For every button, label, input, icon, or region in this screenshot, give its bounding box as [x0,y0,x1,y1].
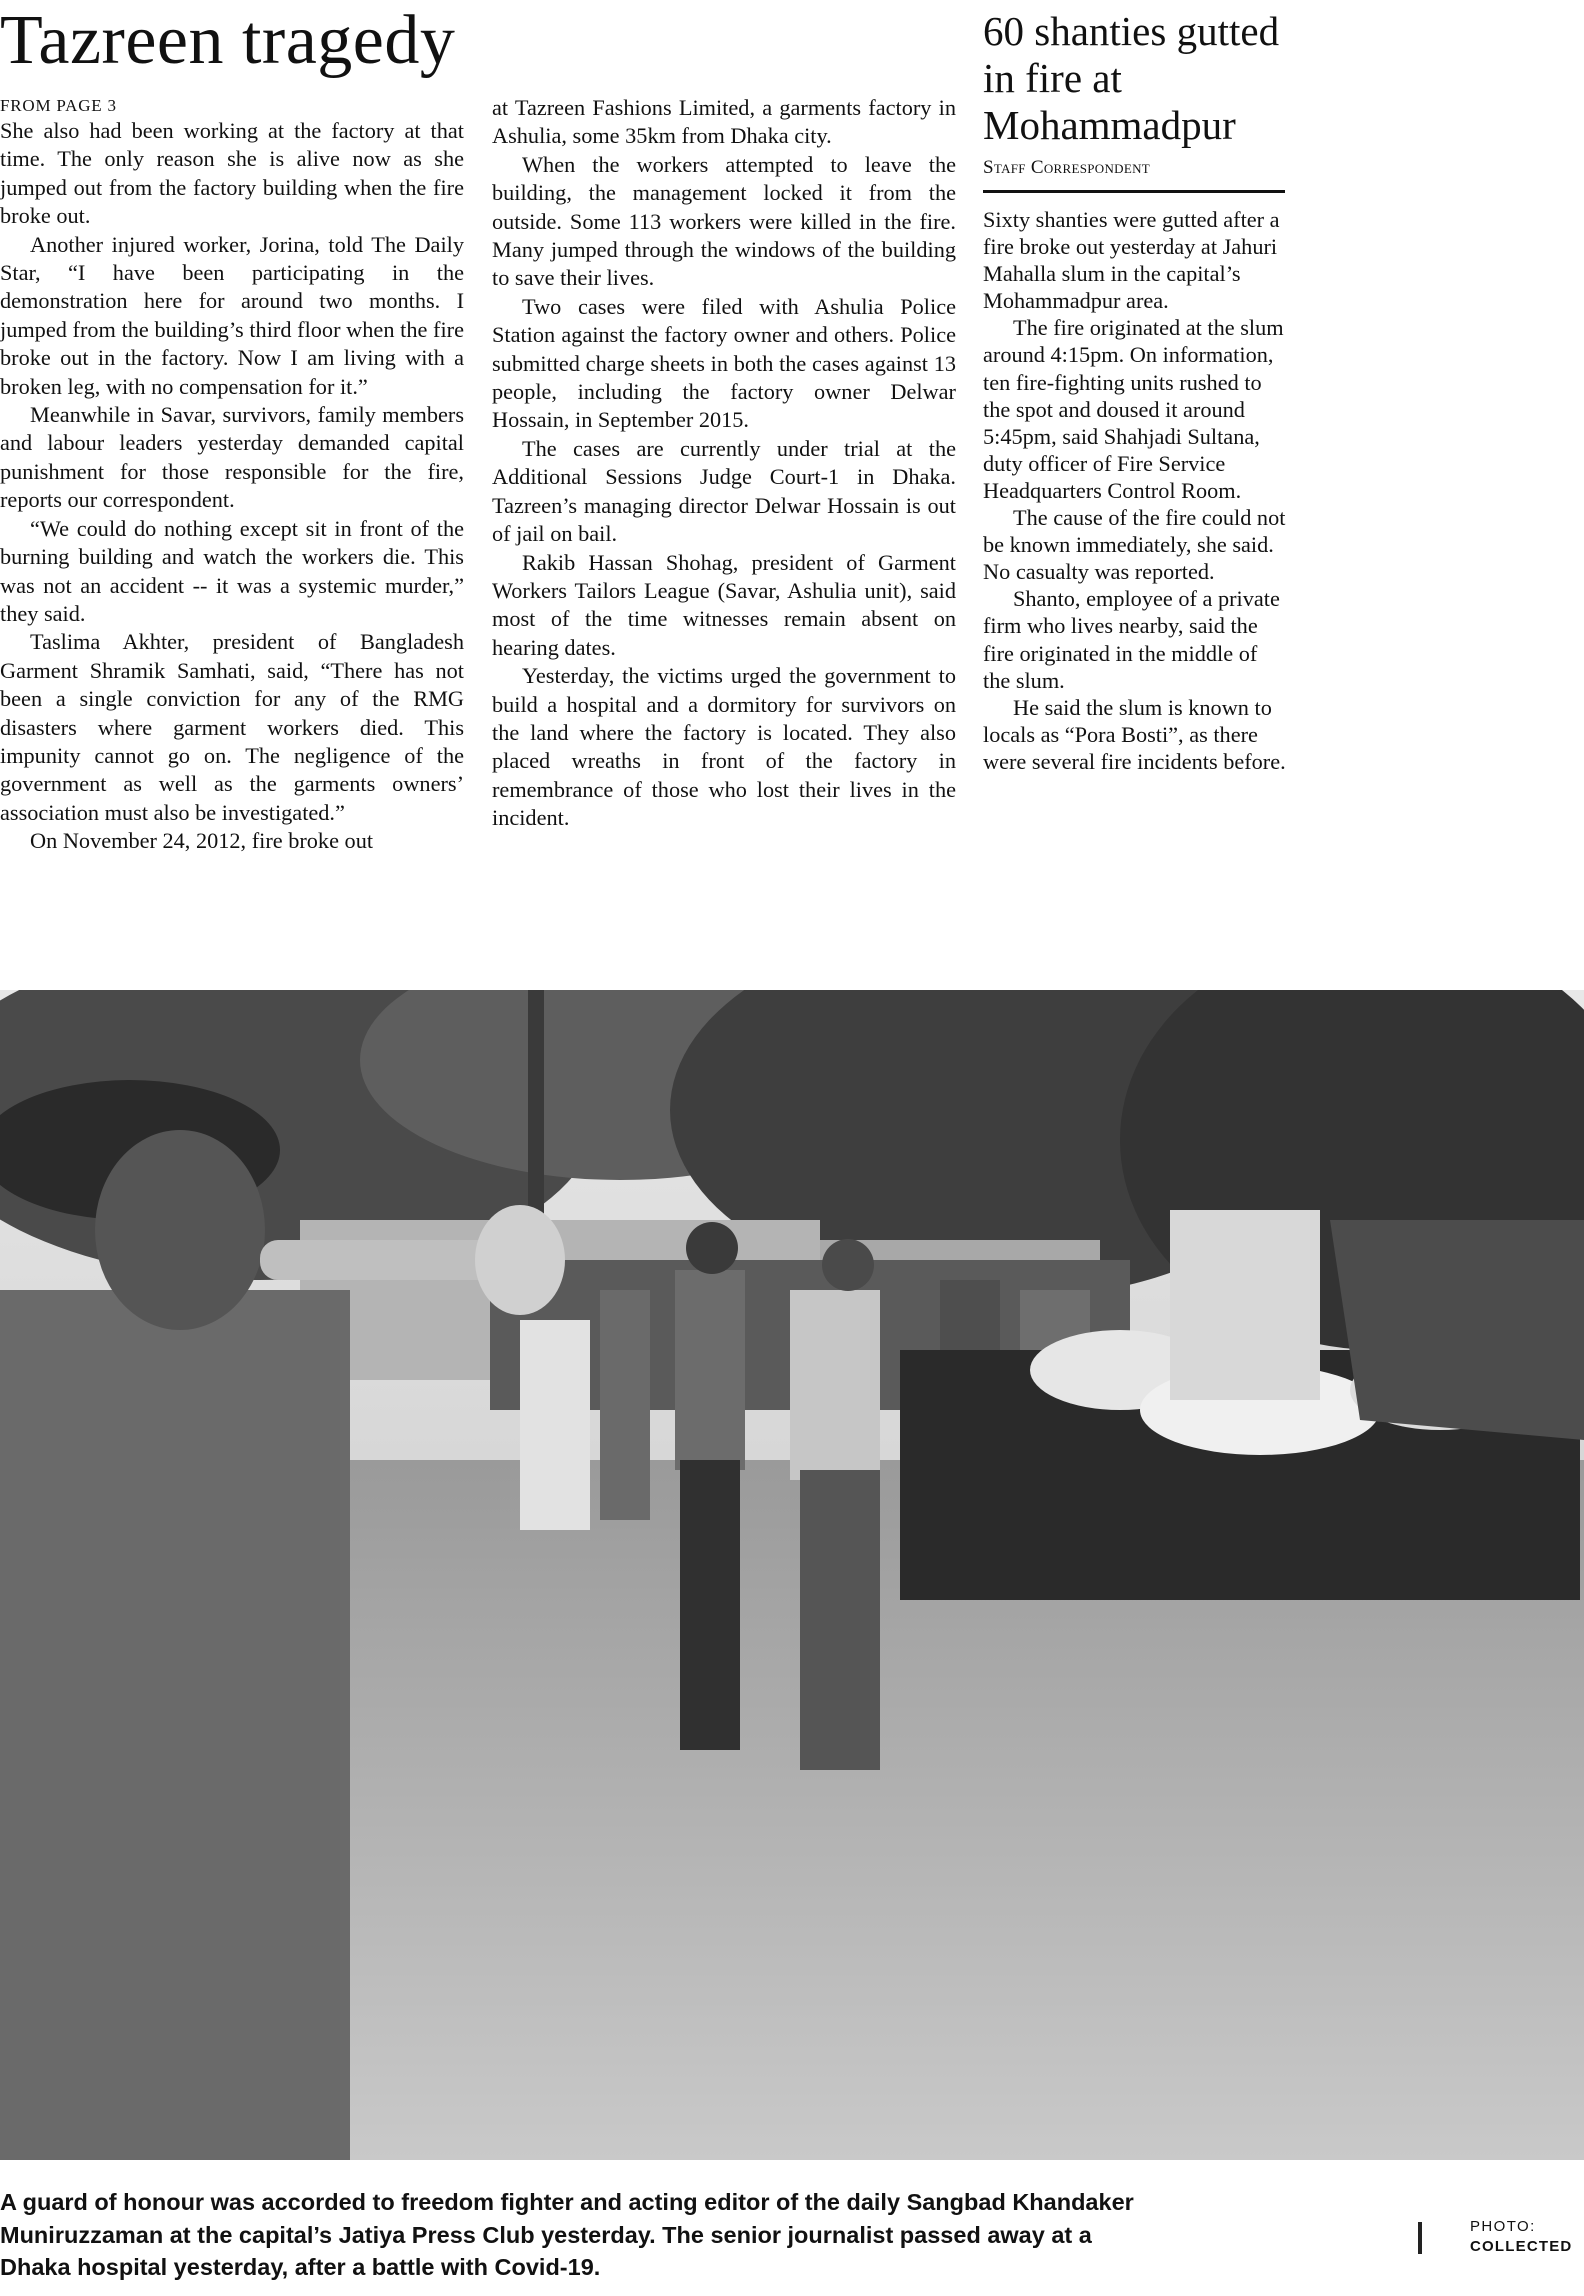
man-standing [790,1239,880,1770]
paragraph: Two cases were filed with Ashulia Police Station against the factory owner and others. Police submitted charge sheets in both the cases against 13 people, including the factory owner Delwar Hossain, in September 2015. [492,293,956,433]
officer-saluting [675,1222,745,1750]
paragraph: On November 24, 2012, fire broke out [30,828,374,854]
paragraph: Yesterday, the victims urged the government to build a hospital and a dormitory for survivors on the land where the factory is located. They also placed wreaths in front of the factory in remembrance of those who lost their lives in the incident. [492,663,956,831]
byline: Staff Correspondent [983,157,1151,178]
paragraph: Sixty shanties were gutted after a fire broke out yesterday at Jahuri Mahalla slum in the capital’s Mohammadpur area. [983,207,1280,314]
paragraph: The cause of the fire could not be known immediately, she said. No casualty was reported. [983,505,1286,585]
byline-rule [983,190,1285,193]
paragraph: Another injured worker, Jorina, told The Daily Star, “I have been participating in the demonstration here for around two months. I jumped from the building’s third floor when the fire broke out in the factory. Now I am living with a broken leg, with no compensation for it.” [0,231,464,399]
paragraph: The cases are currently under trial at the Additional Sessions Judge Court-1 in Dhaka. Tazreen’s managing director Delwar Hossain is out of jail on bail. [492,435,956,547]
main-story-column-1 [0,117,464,856]
paragraph: She also had been working at the factory at that time. The only reason she is alive now as she jumped out from the factory building when the fire broke out. [0,118,464,229]
photo-credit-value: COLLECTED [1470,2238,1573,2255]
paragraph: Meanwhile in Savar, survivors, family members and labour leaders yesterday demanded capital punishment for those responsible for the fire, reports our correspondent. [0,402,464,513]
photo-credit-label: PHOTO: [1470,2218,1536,2235]
jump-line: FROM PAGE 3 [0,96,117,115]
flag [1330,1220,1584,1440]
paragraph: Rakib Hassan Shohag, president of Garment Workers Tailors League (Savar, Ashulia unit), said most of the time witnesses remain absent on hearing dates. [492,549,956,660]
news-photo [0,990,1584,2160]
paragraph: Shanto, employee of a private firm who lives nearby, said the fire originated in the middle of the slum. [983,586,1280,693]
paragraph: at Tazreen Fashions Limited, a garments factory in Ashulia, some 35km from Dhaka city. [492,95,956,149]
side-story-column [983,206,1287,775]
ambulance [1170,1210,1320,1400]
main-headline: Tazreen tragedy [0,2,456,79]
paragraph: “We could do nothing except sit in front of the burning building and watch the workers die. This was not an accident -- it was a systemic murder,” they said. [0,515,464,626]
paragraph: He said the slum is known to locals as “Pora Bosti”, as there were several fire incidents before. [983,694,1286,774]
credit-divider [1418,2222,1422,2254]
paragraph: Taslima Akhter, president of Bangladesh Garment Shramik Samhati, said, “There has not been a single conviction for any of the RMG disasters where garment workers died. This impunity cannot go on. The negligence of the government as well as the garments owners’ association must also be investigated.” [0,629,464,825]
main-story-column-2 [492,94,956,833]
side-headline: 60 shanties gutted in fire at Mohammadpur [983,8,1280,148]
photo-caption: A guard of honour was accorded to freedom fighter and acting editor of the daily Sangbad Khandaker Muniruzzaman at the capital’s Jatiya Press Club yesterday. The senior journalist passed away at a Dhaka hospital yesterday, after a battle with Covid-19. [0,2189,1134,2280]
paragraph: The fire originated at the slum around 4:15pm. On information, ten fire-fighting units rushed to the spot and doused it around 5:45pm, said Shahjadi Sultana, duty officer of Fire Service Headquarters Control Room. [983,315,1284,503]
paragraph: When the workers attempted to leave the building, the management locked it from the outside. Some 113 workers were killed in the fire. Many jumped through the windows of the building to save their lives. [492,151,956,291]
